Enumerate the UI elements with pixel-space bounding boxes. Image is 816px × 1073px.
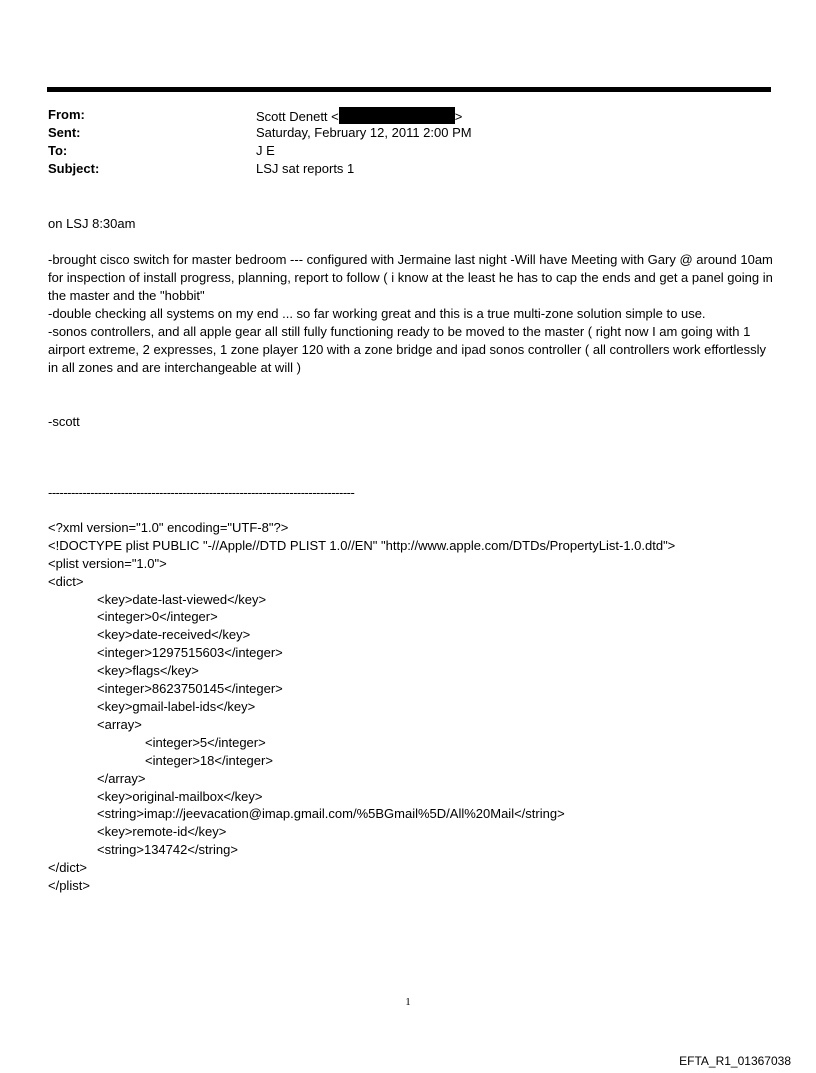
header-rule (47, 87, 771, 92)
xml-line: <string>imap://jeevacation@imap.gmail.com/%5BGmail%5D/All%20Mail</string> (97, 806, 565, 822)
xml-block (48, 501, 675, 913)
xml-line: <key>date-received</key> (97, 627, 251, 643)
body-line-checking: -double checking all systems on my end ... so far working great and this is a true multi-zone solution simple to use. (48, 306, 706, 321)
to-value: J E (256, 143, 275, 158)
xml-line: <string>134742</string> (97, 842, 238, 858)
xml-line: <integer>5</integer> (145, 734, 266, 750)
xml-line: <key>gmail-label-ids</key> (97, 698, 256, 714)
xml-line: <integer>0</integer> (97, 609, 218, 625)
subject-value: LSJ sat reports 1 (256, 161, 355, 176)
document-id: EFTA_R1_01367038 (679, 1054, 791, 1068)
from-name: Scott Denett < (256, 109, 339, 124)
xml-line: <key>date-last-viewed</key> (97, 591, 267, 607)
xml-line: </array> (97, 770, 146, 786)
xml-line: <key>original-mailbox</key> (97, 788, 263, 804)
xml-line: <!DOCTYPE plist PUBLIC "-//Apple//DTD PLIST 1.0//EN" "http://www.apple.com/DTDs/PropertyList-1.0.dtd"> (48, 537, 676, 553)
xml-line: <dict> (48, 573, 84, 589)
sent-value: Saturday, February 12, 2011 2:00 PM (256, 125, 472, 140)
from-close: > (454, 109, 463, 124)
xml-line: <plist version="1.0"> (48, 555, 167, 571)
xml-line: <?xml version="1.0" encoding="UTF-8"?> (48, 519, 289, 535)
redaction-box (339, 107, 455, 124)
from-label: From: (48, 107, 85, 122)
xml-line: <key>remote-id</key> (97, 824, 227, 840)
sent-label: Sent: (48, 125, 81, 140)
to-label: To: (48, 143, 68, 158)
body-line-opening: on LSJ 8:30am (48, 216, 136, 231)
from-value (256, 107, 462, 124)
body-paragraph: -brought cisco switch for master bedroom --- configured with Jermaine last night -Will have Meeting with Gary @ around 10am for inspection of install progress, planning, report to follow ( i know at the least he has to cap the ends and get a panel going in the master and the "hobbit" (48, 252, 773, 303)
xml-line: <array> (97, 716, 142, 732)
xml-line: <integer>8623750145</integer> (97, 681, 283, 697)
signature: -scott (48, 414, 80, 429)
xml-line: <key>flags</key> (97, 663, 199, 679)
xml-line: <integer>18</integer> (145, 752, 273, 768)
xml-line: <integer>1297515603</integer> (97, 645, 283, 661)
subject-label: Subject: (48, 161, 100, 176)
xml-line: </plist> (48, 878, 90, 894)
body-line-sonos: -sonos controllers, and all apple gear all still fully functioning ready to be moved to the master ( right now I am going with 1 airport extreme, 2 expresses, 1 zone player 120 with a zone bridge and ipad sonos controller ( all controllers work effortlessly in all zones and are interchangeable at will ) (48, 324, 767, 375)
separator-line: -------------------------------------------------------------------------------- (48, 485, 355, 500)
page-number: 1 (405, 996, 411, 1008)
xml-line: </dict> (48, 860, 88, 876)
